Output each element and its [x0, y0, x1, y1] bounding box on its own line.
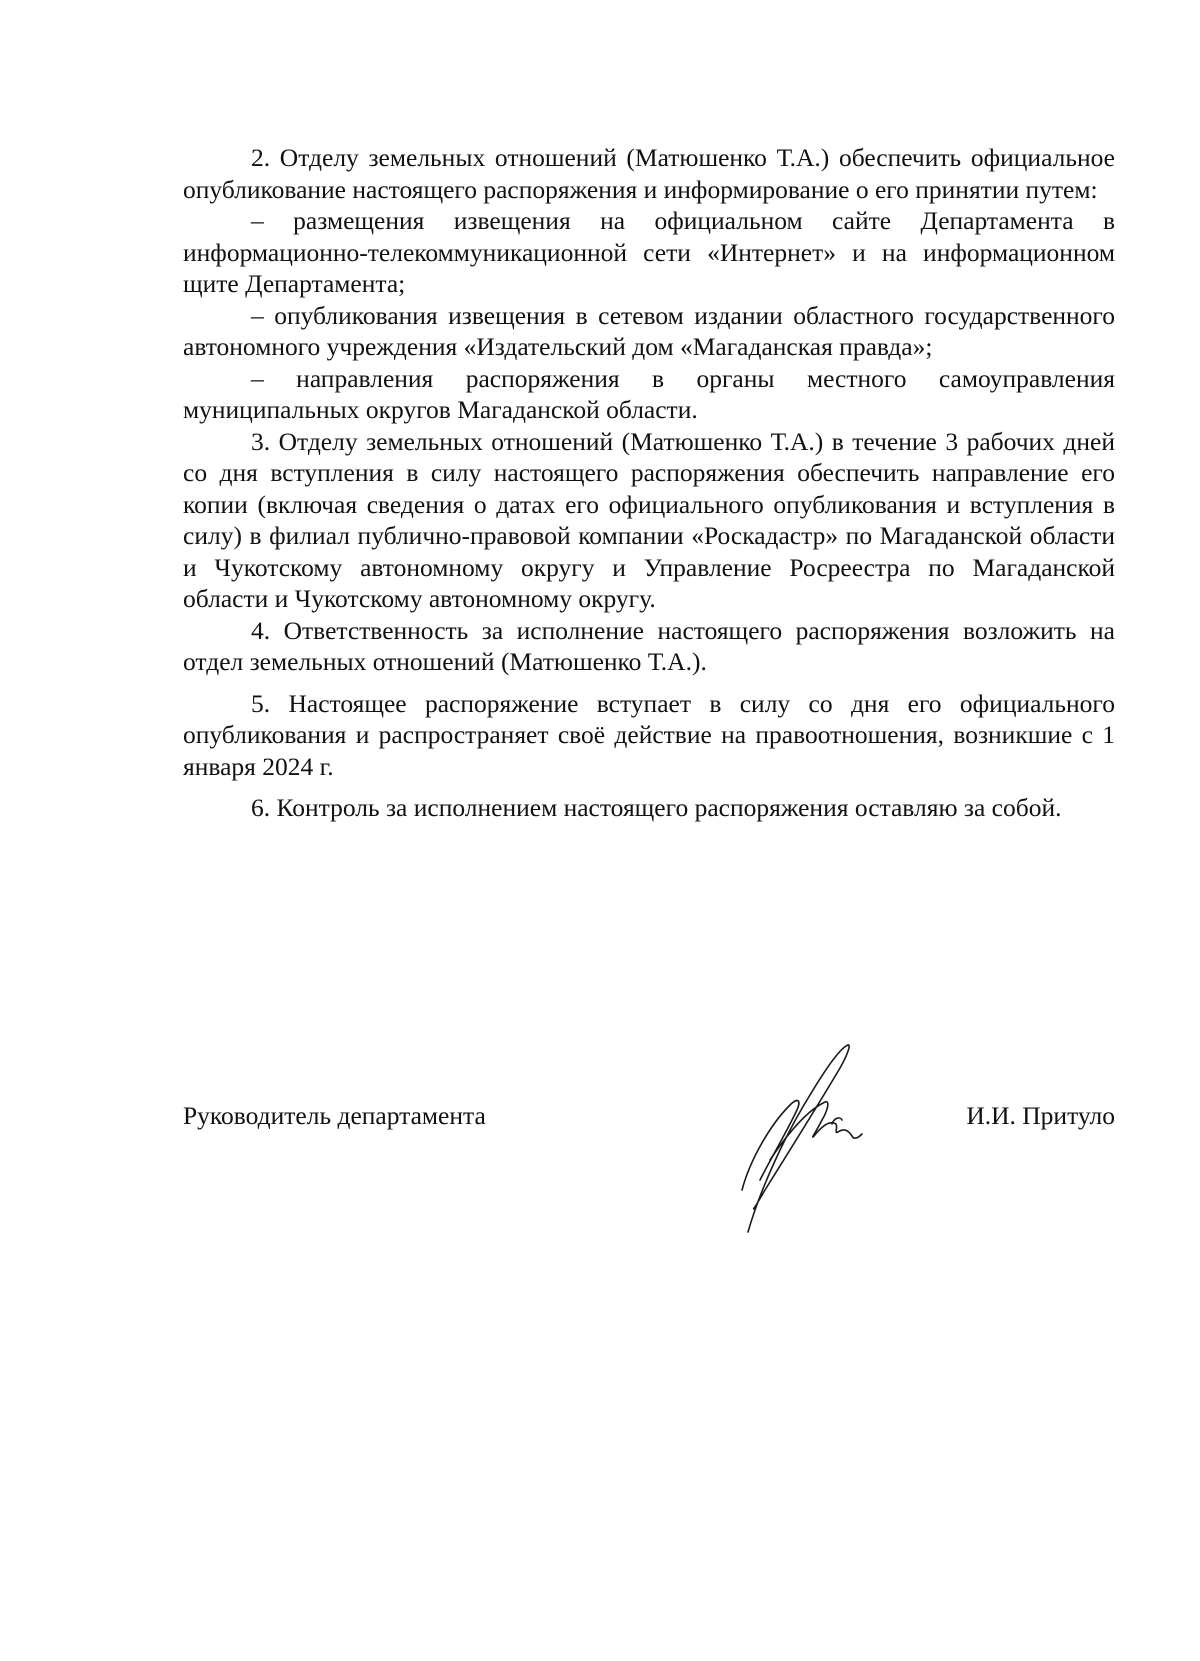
paragraph-bullet-website: – размещения извещения на официальном сайте Департамента в информационно-телекоммуникационной сети «Интернет» и на информационном щите Департамента; — [183, 206, 1115, 298]
document-body — [183, 142, 1115, 824]
signatory-name: И.И. Притуло — [966, 1101, 1115, 1130]
paragraph-item-5: 5. Настоящее распоряжение вступает в силу со дня его официального опубликования и распространяет своё действие на правоотношения, возникшие с 1 января 2024 г. — [183, 688, 1115, 781]
paragraph-item-3: 3. Отделу земельных отношений (Матюшенко Т.А.) в течение 3 рабочих дней со дня вступления в силу настоящего распоряжения обеспечить направление его копии (включая сведения о датах его официального опубликования и вступления в силу) в филиал публично-правовой компании «Роскадастр» по Магаданской области и Чукотскому автономному округу и Управление Росреестра по Магаданской области и Чукотскому автономному округу. — [183, 426, 1115, 613]
paragraph-bullet-local-government: – направления распоряжения в органы местного самоуправления муниципальных округов Магаданской области. — [183, 363, 1115, 424]
paragraph-item-4: 4. Ответственность за исполнение настоящего распоряжения возложить на отдел земельных отношений (Матюшенко Т.А.). — [183, 615, 1115, 676]
signature-block — [183, 1100, 1115, 1140]
handwritten-signature — [730, 1040, 900, 1240]
signatory-position: Руководитель департамента — [183, 1101, 486, 1130]
paragraph-bullet-publication: – опубликования извещения в сетевом издании областного государственного автономного учреждения «Издательский дом «Магаданская правда»; — [183, 300, 1115, 361]
paragraph-item-2: 2. Отделу земельных отношений (Матюшенко Т.А.) обеспечить официальное опубликование настоящего распоряжения и информирование о его принятии путем: — [183, 143, 1115, 204]
paragraph-item-6: 6. Контроль за исполнением настоящего распоряжения оставляю за собой. — [251, 793, 1062, 822]
